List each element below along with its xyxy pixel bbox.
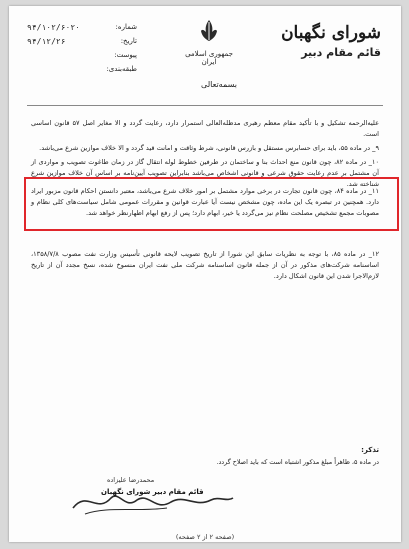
page-number: (صفحه ۲ از ۲ صفحه) xyxy=(175,533,235,541)
council-name: شورای نگهبان xyxy=(281,23,381,43)
date-value: ۹۴/۱۲/۲۶ xyxy=(27,36,66,46)
paragraph: ۱۰_ در ماده ۸۲، چون قانون منع احداث بنا و ساختمان در طرفین خطوط لوله انتقال گاز در زمان طاغوت تصویب و مواردی از آن مشتمل بر عدم رعایت حقوق شرعی و قانونی اشخاص می‌باشد بنابراین تصویب آیین‌نامه بر اساس آن خلاف موازین شرع شناخته شد. xyxy=(31,158,380,188)
number-label: شماره: xyxy=(115,23,137,31)
emblem-icon xyxy=(197,18,221,44)
attachment-label: پیوست: xyxy=(114,51,137,59)
paragraph: علیه‌الرحمه تشکیل و با تأکید مقام معظم رهبری مدظله‌العالی استمرار دارد، رعایت گردد و الا مغایر اصل ۵۷ قانون اساسی است. xyxy=(31,119,379,138)
signatory-name: محمدرضا علیزاده xyxy=(107,476,155,484)
classification-row xyxy=(27,62,137,76)
paragraph: ۹_ در ماده ۵۵، باید برای حسابرس مستقل و بازرس قانونی، شرط وثاقت و امانت قید گردد و الا خلاف موازین شرع می‌باشد. xyxy=(39,144,379,152)
letter-metadata xyxy=(27,20,137,76)
bismillah: بسمه‌تعالی xyxy=(201,80,237,89)
classification-label: طبقه‌بندی: xyxy=(106,65,137,73)
date-row xyxy=(27,34,137,48)
paragraph: ۱۲_ در ماده ۸۵، با توجه به نظریات سابق این شورا از تاریخ تصویب لایحه قانونی تأسیس وزارت نفت مصوب ۱۳۵۸/۷/۸، اساسنامه شرکت‌های مذکور در آن از جمله قانون اساسنامه شرکت ملی نفت ایران منسوخ شده، نسخ مجدد آن از تاریخ لازم‌الاجرا شدن این قانون اشکال دارد. xyxy=(31,250,380,280)
letterhead-title xyxy=(281,22,381,59)
republic-label: جمهوری اسلامی ایران xyxy=(185,50,233,66)
header-divider xyxy=(27,105,383,106)
note-text: در ماده ۵، ظاهراً مبلغ مذکور اشتباه است که باید اصلاح گردد. xyxy=(216,458,379,466)
emblem-block xyxy=(179,18,239,66)
highlight-box xyxy=(24,177,399,231)
number-value: ۹۴/۱۰۲/۶۰۲۰ xyxy=(27,22,80,32)
paragraph: ۱۱_ در ماده ۸۴، چون قانون تجارت در برخی موارد مشتمل بر امور خلاف شرع می‌باشد، معتبر دانستن احکام قانون مزبور ایراد دارد. همچنین در تبصره یک این ماده، چون مشخص نیست آیا عبارت قوانین و مقررات عمومی شامل سیاست‌های کلی نظام و مصوبات مجمع تشخیص مصلحت نظام نیز می‌گردد یا خیر، ابهام دارد؛ پس از رفع ابهام اظهارنظر خواهد شد. xyxy=(31,187,380,217)
signatory-title: قائم مقام دبیر شورای نگهبان xyxy=(101,488,204,496)
number-row xyxy=(27,20,137,34)
attachment-row xyxy=(27,48,137,62)
date-label: تاریخ: xyxy=(120,37,137,45)
deputy-title: قائم مقام دبیر xyxy=(301,46,381,59)
note-title: تذکر: xyxy=(361,446,379,454)
paragraph-last xyxy=(31,249,379,285)
document-page xyxy=(9,6,401,542)
